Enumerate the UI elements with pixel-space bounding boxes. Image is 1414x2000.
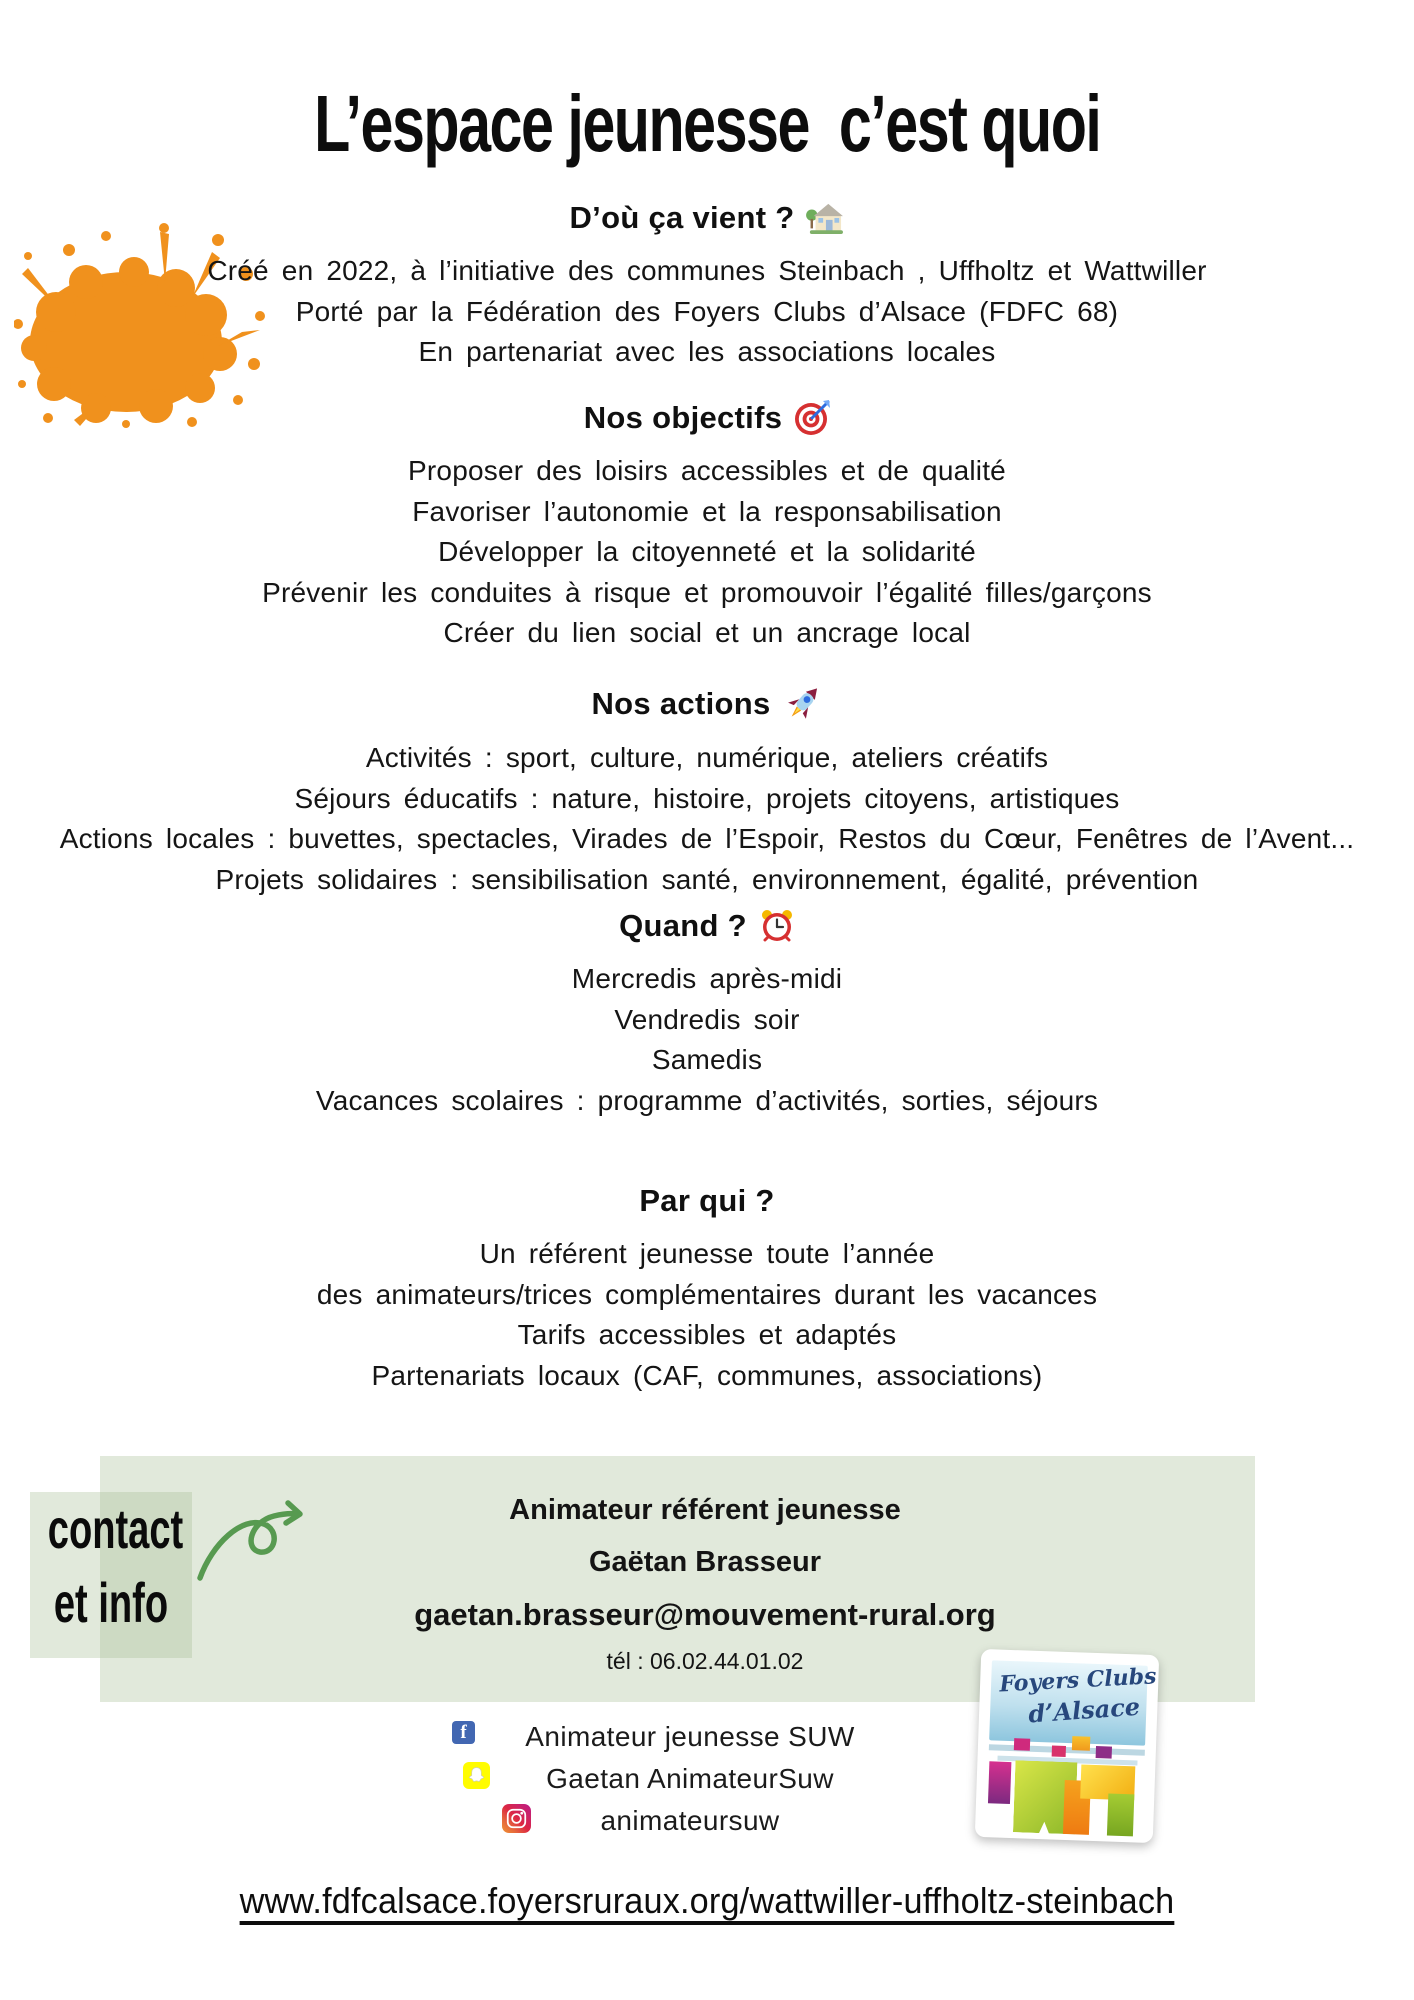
contact-phone: tél : 06.02.44.01.02	[606, 1648, 804, 1674]
text-line: Prévenir les conduites à risque et promouvoir l’égalité filles/garçons	[262, 576, 1152, 608]
section-actions-heading: Nos actions	[0, 685, 1414, 723]
snapchat-handle: Gaetan AnimateurSuw	[546, 1763, 834, 1794]
text-line: Un référent jeunesse toute l’année	[479, 1238, 935, 1269]
logo-block	[1072, 1736, 1090, 1751]
text-line: Projets solidaires : sensibilisation santé, environnement, égalité, prévention	[215, 863, 1199, 895]
text-line: Actions locales : buvettes, spectacles, Virades de l’Espoir, Restos du Cœur, Fenêtres de l’Avent...	[59, 823, 1355, 854]
section-objectives-heading: Nos objectifs	[0, 400, 1414, 436]
section-origin	[0, 200, 1414, 373]
section-objectives	[0, 400, 1414, 654]
contact-details	[270, 1492, 1140, 1676]
text-line: Favoriser l’autonomie et la responsabilisation	[412, 495, 1002, 527]
section-when	[0, 908, 1414, 1121]
section-who-heading: Par qui ?	[639, 1183, 775, 1218]
section-who	[0, 1183, 1414, 1396]
text-line: Samedis	[651, 1044, 763, 1075]
text-line: Créer du lien social et un ancrage local	[443, 617, 971, 648]
target-icon	[794, 400, 830, 436]
logo-block	[988, 1761, 1011, 1804]
facebook-handle: Animateur jeunesse SUW	[525, 1721, 855, 1752]
text-line: Proposer des loisirs accessibles et de qualité	[408, 455, 1006, 486]
logo-block	[1052, 1745, 1066, 1756]
text-line: Activités : sport, culture, numérique, ateliers créatifs	[365, 742, 1049, 773]
logo-text-line1: Foyers Clubs	[998, 1663, 1158, 1698]
logo-shelf-bar	[989, 1744, 1145, 1755]
instagram-handle: animateursuw	[600, 1805, 780, 1836]
text-line: Tarifs accessibles et adaptés	[517, 1319, 897, 1350]
text-line: des animateurs/trices complémentaires durant les vacances	[316, 1278, 1098, 1310]
logo-block	[1014, 1738, 1030, 1751]
text-line: En partenariat avec les associations locales	[418, 336, 996, 367]
text-line: Créé en 2022, à l’initiative des communes Steinbach , Uffholtz et Wattwiller	[207, 255, 1207, 286]
text-line: Vacances scolaires : programme d’activités, sorties, séjours	[315, 1084, 1099, 1116]
text-line: Partenariats locaux (CAF, communes, associations)	[371, 1359, 1043, 1391]
text-line: Porté par la Fédération des Foyers Clubs d’Alsace (FDFC 68)	[295, 295, 1119, 327]
logo-sky-background	[989, 1660, 1158, 1745]
contact-email[interactable]: gaetan.brasseur@mouvement-rural.org	[414, 1597, 996, 1632]
contact-label: contact et info	[47, 1497, 184, 1634]
text-line: Développer la citoyenneté et la solidarité	[438, 536, 976, 567]
alarm-clock-icon	[759, 908, 795, 944]
rocket-icon	[783, 685, 823, 723]
footer	[0, 1880, 1414, 1922]
logo-block	[1096, 1746, 1112, 1759]
text-line: Séjours éducatifs : nature, histoire, projets citoyens, artistiques	[294, 782, 1120, 814]
text-line: Mercredis après-midi	[571, 963, 843, 994]
house-icon	[806, 201, 844, 235]
website-link[interactable]: www.fdfcalsace.foyersruraux.org/wattwiller-uffholtz-steinbach	[239, 1880, 1175, 1921]
section-actions	[0, 685, 1414, 900]
page-title: L’espace jeunesse c’est quoi	[313, 79, 1101, 168]
section-origin-heading: D’où ça vient ?	[0, 200, 1414, 236]
facebook-icon: f	[452, 1721, 475, 1744]
contact-role: Animateur référent jeunesse	[509, 1494, 901, 1526]
contact-name: Gaëtan Brasseur	[588, 1546, 822, 1578]
foyers-clubs-logo	[975, 1649, 1159, 1843]
text-line: Vendredis soir	[614, 1003, 800, 1035]
logo-block	[1107, 1793, 1134, 1836]
section-when-heading: Quand ?	[0, 908, 1414, 944]
logo-text-line2: d’Alsace	[1027, 1691, 1142, 1729]
